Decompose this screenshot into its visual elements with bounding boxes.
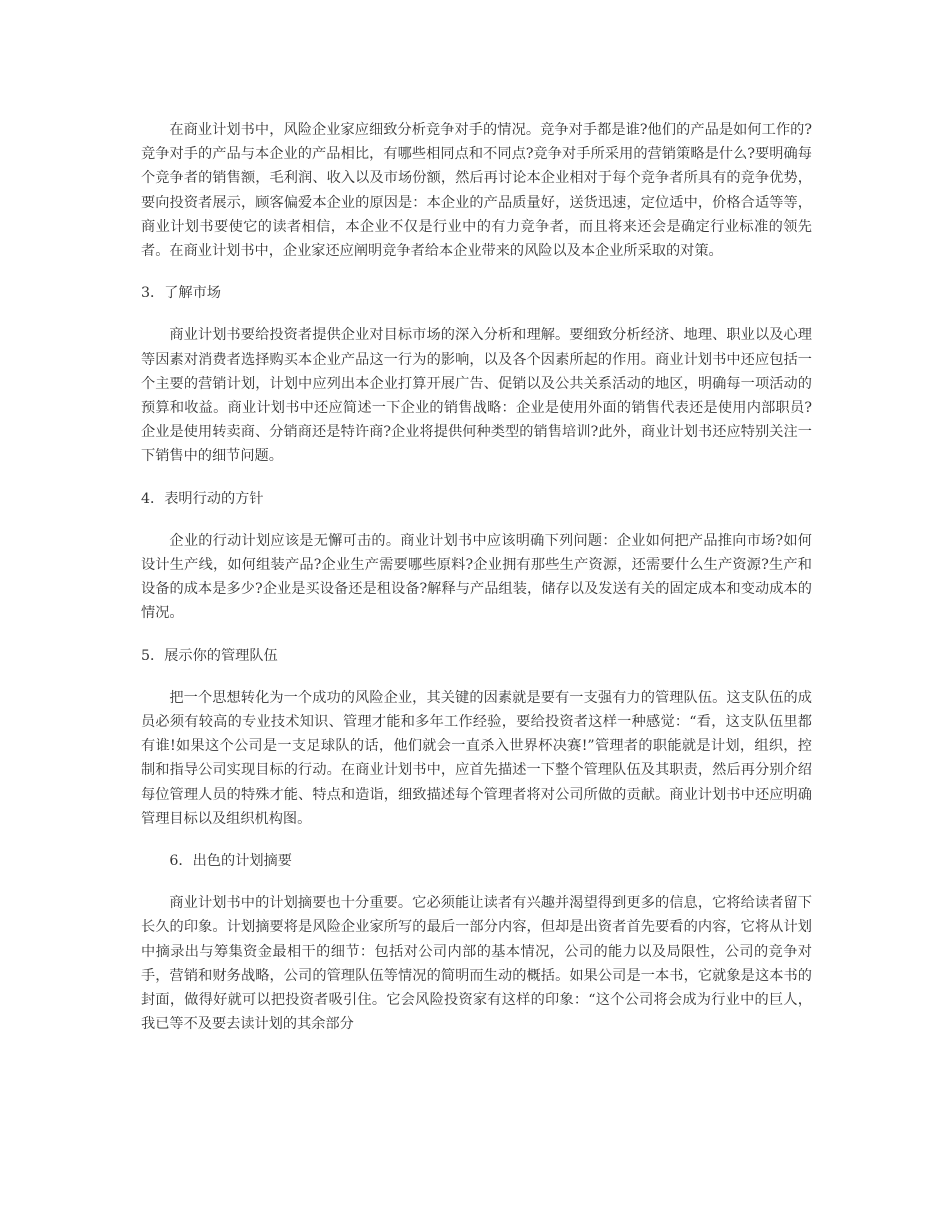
heading-plan-summary: 6．出色的计划摘要 bbox=[169, 853, 292, 870]
document-page bbox=[141, 118, 812, 1037]
paragraph-market: 商业计划书要给投资者提供企业对目标市场的深入分析和理解。要细致分析经济、地理、职业以及心理等因素对消费者选择购买本企业产品这一行为的影响，以及各个因素所起的作用。商业计划书中还应包括一个主要的营销计划，计划中应列出本企业打算开展广告、促销以及公共关系活动的地区，明确每一项活动的预算和收益。商业计划书中还应简述一下企业的销售战略：企业是使用外面的销售代表还是使用内部职员?企业是使用转卖商、分销商还是特许商?企业将提供何种类型的销售培训?此外，商业计划书还应特别关注一下销售中的细节问题。 bbox=[141, 327, 812, 465]
paragraph-plan-summary: 商业计划书中的计划摘要也十分重要。它必须能让读者有兴趣并渴望得到更多的信息，它将给读者留下长久的印象。计划摘要将是风险企业家所写的最后一部分内容，但却是出资者首先要看的内容，它将从计划中摘录出与筹集资金最相干的细节：包括对公司内部的基本情况，公司的能力以及局限性，公司的竞争对手，营销和财务战略，公司的管理队伍等情况的简明而生动的概括。如果公司是一本书，它就象是这本书的封面，做得好就可以把投资者吸引住。它会风险投资家有这样的印象：“这个公司将会成为行业中的巨人，我已等不及要去读计划的其余部分 bbox=[141, 895, 812, 1033]
heading-action-plan: 4．表明行动的方针 bbox=[141, 490, 264, 507]
heading-understand-market: 3．了解市场 bbox=[141, 285, 221, 302]
paragraph-competitors: 在商业计划书中，风险企业家应细致分析竞争对手的情况。竞争对手都是谁?他们的产品是如何工作的?竞争对手的产品与本企业的产品相比，有哪些相同点和不同点?竞争对手所采用的营销策略是什么?要明确每个竞争者的销售额，毛利润、收入以及市场份额，然后再讨论本企业相对于每个竞争者所具有的竞争优势，要向投资者展示，顾客偏爱本企业的原因是：本企业的产品质量好，送货迅速，定位适中，价格合适等等，商业计划书要使它的读者相信，本企业不仅是行业中的有力竞争者，而且将来还会是确定行业标准的领先者。在商业计划书中，企业家还应阐明竞争者给本企业带来的风险以及本企业所采取的对策。 bbox=[141, 122, 812, 260]
paragraph-action-plan: 企业的行动计划应该是无懈可击的。商业计划书中应该明确下列问题：企业如何把产品推向市场?如何设计生产线，如何组装产品?企业生产需要哪些原料?企业拥有那些生产资源，还需要什么生产资源?生产和设备的成本是多少?企业是买设备还是租设备?解释与产品组装，储存以及发送有关的固定成本和变动成本的情况。 bbox=[141, 532, 812, 622]
paragraph-management-team: 把一个思想转化为一个成功的风险企业，其关键的因素就是要有一支强有力的管理队伍。这支队伍的成员必须有较高的专业技术知识、管理才能和多年工作经验，要给投资者这样一种感觉：“看，这支队伍里都有谁!如果这个公司是一支足球队的话，他们就会一直杀入世界杯决赛!”管理者的职能就是计划，组织，控制和指导公司实现目标的行动。在商业计划书中，应首先描述一下整个管理队伍及其职责，然后再分别介绍每位管理人员的特殊才能、特点和造诣，细致描述每个管理者将对公司所做的贡献。商业计划书中还应明确管理目标以及组织机构图。 bbox=[141, 689, 812, 827]
heading-management-team: 5．展示你的管理队伍 bbox=[141, 647, 278, 664]
